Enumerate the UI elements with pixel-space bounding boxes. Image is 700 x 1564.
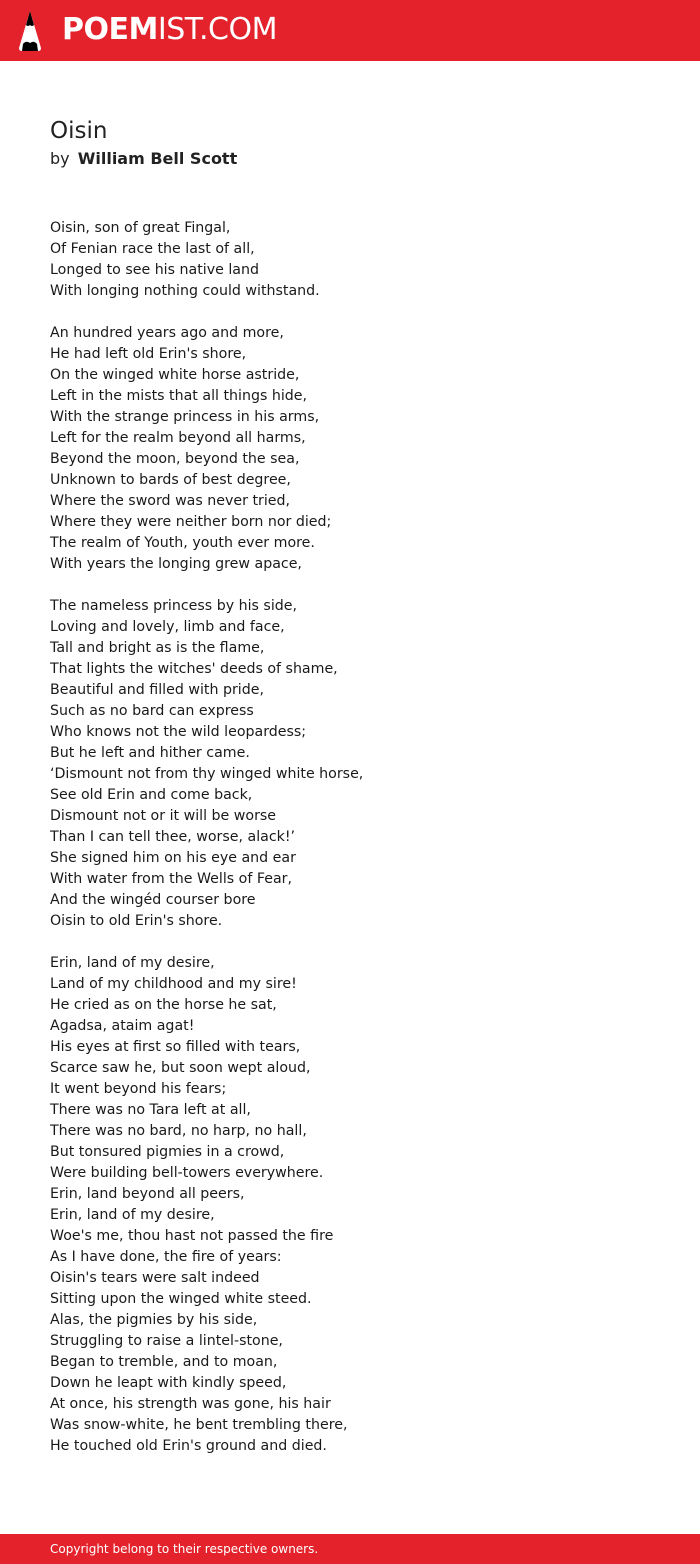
poem-line: Oisin, son of great Fingal, [50,220,231,236]
poem-line: Beautiful and filled with pride, [50,682,264,698]
poem-line: With water from the Wells of Fear, [50,871,293,887]
logo-bold-text: POEM [62,12,158,47]
poem-line: Scarce saw he, but soon wept aloud, [50,1060,311,1076]
poem-line: There was no Tara left at all, [50,1102,251,1118]
poem-line: See old Erin and come back, [50,787,253,803]
poem-line: Alas, the pigmies by his side, [50,1312,258,1328]
poem-line: Land of my childhood and my sire! [50,976,297,992]
stanza [50,596,670,932]
poem-body [50,218,670,1478]
poem-line: Where the sword was never tried, [50,493,291,509]
top-bar [0,0,700,61]
poem-line: ‘Dismount not from thy winged white horse, [50,766,364,782]
poem-line: Who knows not the wild leopardess; [50,724,307,740]
byline [50,148,237,170]
poem-line: But tonsured pigmies in a crowd, [50,1144,285,1160]
poem-line: Down he leapt with kindly speed, [50,1375,287,1391]
poem-line: Dismount not or it will be worse [50,808,277,824]
poem-line: Were building bell-towers everywhere. [50,1165,324,1181]
poem-line: With years the longing grew apace, [50,556,302,572]
poem-line: That lights the witches' deeds of shame, [50,661,338,677]
poem-line: Beyond the moon, beyond the sea, [50,451,300,467]
poem-line: Was snow-white, he bent trembling there, [50,1417,348,1433]
poem-line: With longing nothing could withstand. [50,283,320,299]
poem-line: He had left old Erin's shore, [50,346,247,362]
poem-line: On the winged white horse astride, [50,367,300,383]
poem-line: As I have done, the fire of years: [50,1249,282,1265]
stanza [50,218,670,302]
poem-line: Oisin's tears were salt indeed [50,1270,260,1286]
poem-line: He touched old Erin's ground and died. [50,1438,327,1454]
poem-line: At once, his strength was gone, his hair [50,1396,331,1412]
pencil-tip-icon [18,10,42,52]
stanza [50,953,670,1457]
poem-line: Agadsa, ataim agat! [50,1018,195,1034]
by-label: by [50,149,70,168]
copyright-text: Copyright belong to their respective owners. [50,1542,319,1556]
poem-line: Tall and bright as is the flame, [50,640,265,656]
poem-line: The nameless princess by his side, [50,598,298,614]
poem-line: Such as no bard can express [50,703,254,719]
poem-line: There was no bard, no harp, no hall, [50,1123,307,1139]
poem-line: Erin, land of my desire, [50,1207,215,1223]
poem-line: Sitting upon the winged white steed. [50,1291,312,1307]
poem-line: And the wingéd courser bore [50,892,256,908]
poem-line: Erin, land beyond all peers, [50,1186,245,1202]
poem-line: With the strange princess in his arms, [50,409,320,425]
poem-line: The realm of Youth, youth ever more. [50,535,315,551]
poem-title: Oisin [50,118,108,144]
poem-line: His eyes at first so filled with tears, [50,1039,301,1055]
poem-line: Unknown to bards of best degree, [50,472,291,488]
poem-line: Left in the mists that all things hide, [50,388,308,404]
poem-line: Loving and lovely, limb and face, [50,619,285,635]
poem-line: Woe's me, thou hast not passed the fire [50,1228,334,1244]
logo-light-text: IST.COM [157,12,277,47]
site-logo[interactable] [62,12,277,48]
poem-line: Of Fenian race the last of all, [50,241,255,257]
footer [0,1534,700,1564]
poem-line: But he left and hither came. [50,745,250,761]
poem-line: She signed him on his eye and ear [50,850,296,866]
poem-line: Began to tremble, and to moan, [50,1354,278,1370]
poem-line: Left for the realm beyond all harms, [50,430,306,446]
poem-line: Oisin to old Erin's shore. [50,913,223,929]
author-name: William Bell Scott [77,149,238,168]
poem-line: Longed to see his native land [50,262,259,278]
poem-line: Than I can tell thee, worse, alack!’ [50,829,296,845]
poem-line: He cried as on the horse he sat, [50,997,277,1013]
poem-line: Erin, land of my desire, [50,955,215,971]
poem-line: It went beyond his fears; [50,1081,227,1097]
stanza [50,323,670,575]
poem-line: Where they were neither born nor died; [50,514,332,530]
poem-line: An hundred years ago and more, [50,325,284,341]
poem-line: Struggling to raise a lintel-stone, [50,1333,283,1349]
